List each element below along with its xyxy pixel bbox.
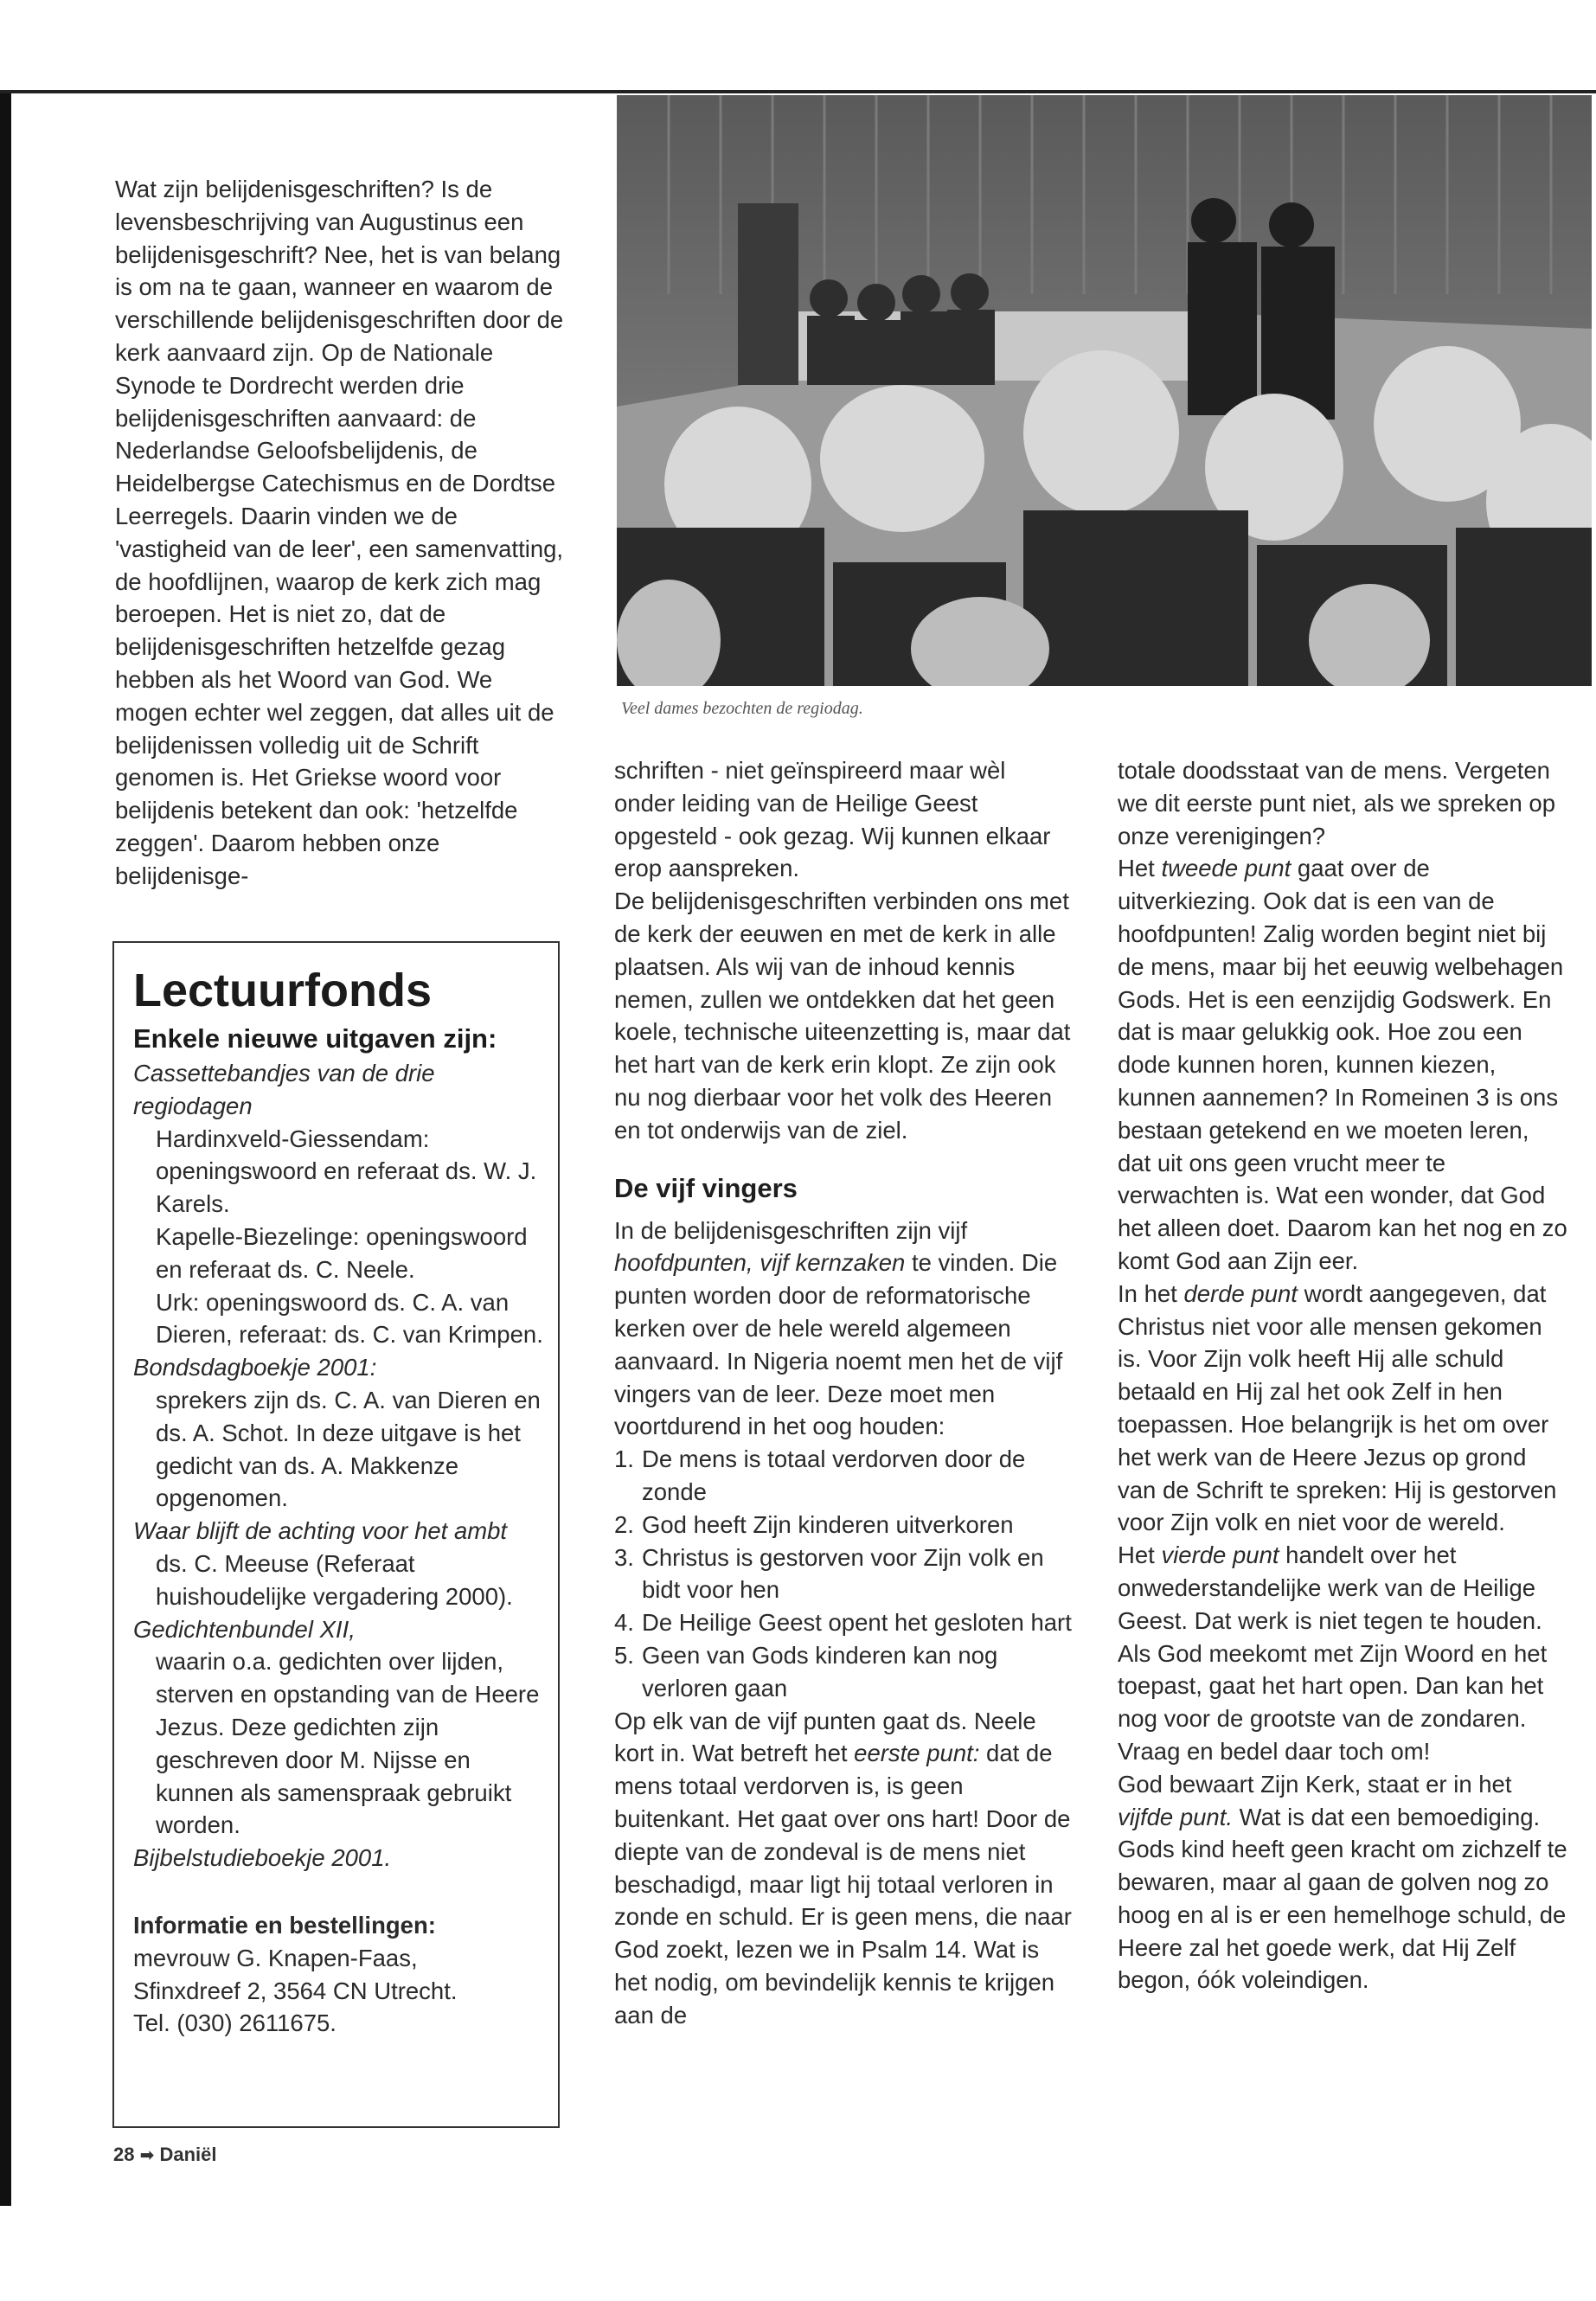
- list-item: 5. Geen van Gods kinderen kan nog verloren gaan: [614, 1641, 998, 1702]
- publication-item: [133, 1057, 546, 1351]
- lectuurfonds-box: [112, 941, 560, 2128]
- list-item: 1. De mens is totaal verdorven door de zonde: [614, 1445, 1026, 1505]
- publication-title: Waar blijft de achting voor het ambt: [133, 1517, 508, 1545]
- paragraph: In de belijdenisgeschriften zijn vijf hoofdpunten, vijf kernzaken te vinden. Die punten worden door de reformatorische kerken over de hele wereld algemeen aanvaard. In Nigeria noemt men het de vijf vingers van de leer. Deze moet men voortdurend in het oog houden:: [614, 1216, 1063, 1440]
- column-1: [115, 173, 565, 893]
- list-item: 3. Christus is gestorven voor Zijn volk en bidt voor hen: [614, 1543, 1044, 1604]
- paragraph: Het tweede punt gaat over de uitverkiezing. Ook dat is een van de hoofdpunten! Zalig worden begint niet bij de mens, maar bij het eeuwig welbehagen Gods. Het is een eenzijdig Godswerk. En dat is maar gelukkig ook. Hoe zou een dode kunnen horen, kunnen kiezen, kunnen aannemen? In Romeinen 3 is ons bestaan getekend en we moeten leren, dat uit ons geen vrucht meer te verwachten is. Wat een wonder, dat God het alleen doet. Daarom kan het nog en zo komt God aan Zijn eer.: [1118, 855, 1567, 1274]
- publication-line: sprekers zijn ds. C. A. van Dieren en ds. A. Schot. In deze uitgave is het gedicht van ds. A. Makkenze opgenomen.: [156, 1386, 541, 1512]
- publication-item: [133, 1842, 546, 1875]
- contact-address: Sfinxdreef 2, 3564 CN Utrecht.: [133, 1977, 458, 2004]
- publication-line: waarin o.a. gedichten over lijden, sterven en opstanding van de Heere Jezus. Deze gedichten zijn geschreven door M. Nijsse en kunnen als samenspraak gebruikt worden.: [156, 1648, 540, 1839]
- page-top-edge: [0, 90, 1596, 93]
- page-footer: [113, 2144, 217, 2166]
- list-item: 2. God heeft Zijn kinderen uitverkoren: [614, 1510, 1014, 1538]
- page-number: 28: [113, 2144, 135, 2165]
- paragraph: De belijdenisgeschriften verbinden ons met de kerk der eeuwen en met de kerk in alle plaatsen. Als wij van de inhoud kennis nemen, zullen we ontdekken dat het geen koele, technische uiteenzetting is, maar dat het hart van de kerk erin klopt. Ze zijn ook nu nog dierbaar voor het volk des Heeren en tot onderwijs van de ziel.: [614, 888, 1071, 1144]
- publication-title: Cassettebandjes van de drie regiodagen: [133, 1060, 435, 1119]
- publication-title: Gedichtenbundel XII,: [133, 1615, 356, 1643]
- paragraph: Op elk van de vijf punten gaat ds. Neele kort in. Wat betreft het eerste punt: dat de mens totaal verdorven is, is geen buitenkant. Het gaat over ons hart! Door de diepte van de zondeval is de mens niet beschadigd, maar ligt hij totaal verloren in zonde en schuld. Er is geen mens, die naar God zoekt, lezen we in Psalm 14. Wat is het nodig, om bevindelijk kennis te krijgen aan de: [614, 1707, 1072, 2029]
- publication-item: [133, 1613, 546, 1843]
- publication-title: Bondsdagboekje 2001:: [133, 1354, 377, 1381]
- photo-illustration: [617, 95, 1592, 686]
- intro-paragraph: Wat zijn belijdenisgeschriften? Is de levensbeschrijving van Augustinus een belijdenisgeschrift? Nee, het is van belang is om na te gaan, wanneer en waarom de verschillende belijdenisgeschriften door de kerk aanvaard zijn. Op de Nationale Synode te Dordrecht werden drie belijdenisgeschriften aanvaard: de Nederlandse Geloofsbelijdenis, de Heidelbergse Catechismus en de Dordtse Leerregels. Daarin vinden we de 'vastigheid van de leer', een samenvatting, de hoofdlijnen, waarop de kerk zich mag beroepen. Het is niet zo, dat de belijdenisgeschriften hetzelfde gezag hebben als het Woord van God. We mogen echter wel zeggen, dat alles uit de belijdenissen volledig uit de Schrift genomen is. Het Griekse woord voor belijdenis betekent dan ook: 'hetzelfde zeggen'. Daarom hebben onze belijdenisge-: [115, 176, 564, 889]
- info-heading: Informatie en bestellingen:: [133, 1911, 436, 1939]
- box-title: Lectuurfonds: [133, 965, 432, 1016]
- five-points-list: [614, 1443, 1073, 1704]
- column-2: [614, 754, 1073, 2031]
- publication-line: Hardinxveld-Giessendam: openingswoord en referaat ds. W. J. Karels.: [156, 1125, 537, 1218]
- column-3: [1118, 754, 1567, 1997]
- paragraph: totale doodsstaat van de mens. Vergeten we dit eerste punt niet, als we spreken op onze verenigingen?: [1118, 757, 1555, 849]
- publication-item: [133, 1351, 546, 1515]
- publication-line: ds. C. Meeuse (Referaat huishoudelijke vergadering 2000).: [156, 1549, 513, 1610]
- paragraph: In het derde punt wordt aangegeven, dat Christus niet voor alle mensen gekomen is. Voor Zijn volk heeft Hij alle schuld betaald en Hij zal het ook Zelf in hen toepassen. Hoe belangrijk is het om over het werk van de Heere Jezus op grond van de Schrift te spreken: Hij is gestorven voor Zijn volk en niet voor de wereld.: [1118, 1279, 1557, 1536]
- paragraph: God bewaart Zijn Kerk, staat er in het vijfde punt. Wat is dat een bemoediging. Gods kind heeft geen kracht om zichzelf te bewaren, maar al gaan de golven nog zo hoog en al is er een hemelhoge schuld, de Heere zal het goede werk, dat Hij Zelf begon, óók voleindigen.: [1118, 1770, 1567, 1994]
- publication-line: Urk: openingswoord ds. C. A. van Dieren, referaat: ds. C. van Krimpen.: [156, 1288, 543, 1349]
- paragraph: Het vierde punt handelt over het onwederstandelijke werk van de Heilige Geest. Dat werk is niet tegen te houden. Als God meekomt met Zijn Woord en het toepast, gaat het hart open. Dan kan het nog voor de grootste van de zondaren. Vraag en bedel daar toch om!: [1118, 1541, 1548, 1765]
- section-heading: De vijf vingers: [614, 1172, 798, 1203]
- publication-line: Kapelle-Biezelinge: openingswoord en referaat ds. C. Neele.: [156, 1222, 528, 1283]
- event-photo: [617, 95, 1592, 686]
- box-subtitle: Enkele nieuwe uitgaven zijn:: [133, 1023, 497, 1054]
- contact-phone: Tel. (030) 2611675.: [133, 2009, 337, 2037]
- publication-title: Bijbelstudieboekje 2001.: [133, 1844, 392, 1872]
- page-left-edge: [0, 93, 11, 2206]
- publication-item: [133, 1515, 546, 1612]
- list-item: 4. De Heilige Geest opent het gesloten hart: [614, 1609, 1072, 1637]
- photo-caption: Veel dames bezochten de regiodag.: [621, 699, 863, 718]
- arrow-icon: ➡: [139, 2146, 155, 2165]
- contact-name: mevrouw G. Knapen-Faas,: [133, 1944, 418, 1971]
- magazine-name: Daniël: [159, 2144, 217, 2165]
- paragraph: schriften - niet geïnspireerd maar wèl onder leiding van de Heilige Geest opgesteld - ook gezag. Wij kunnen elkaar erop aanspreken.: [614, 757, 1051, 882]
